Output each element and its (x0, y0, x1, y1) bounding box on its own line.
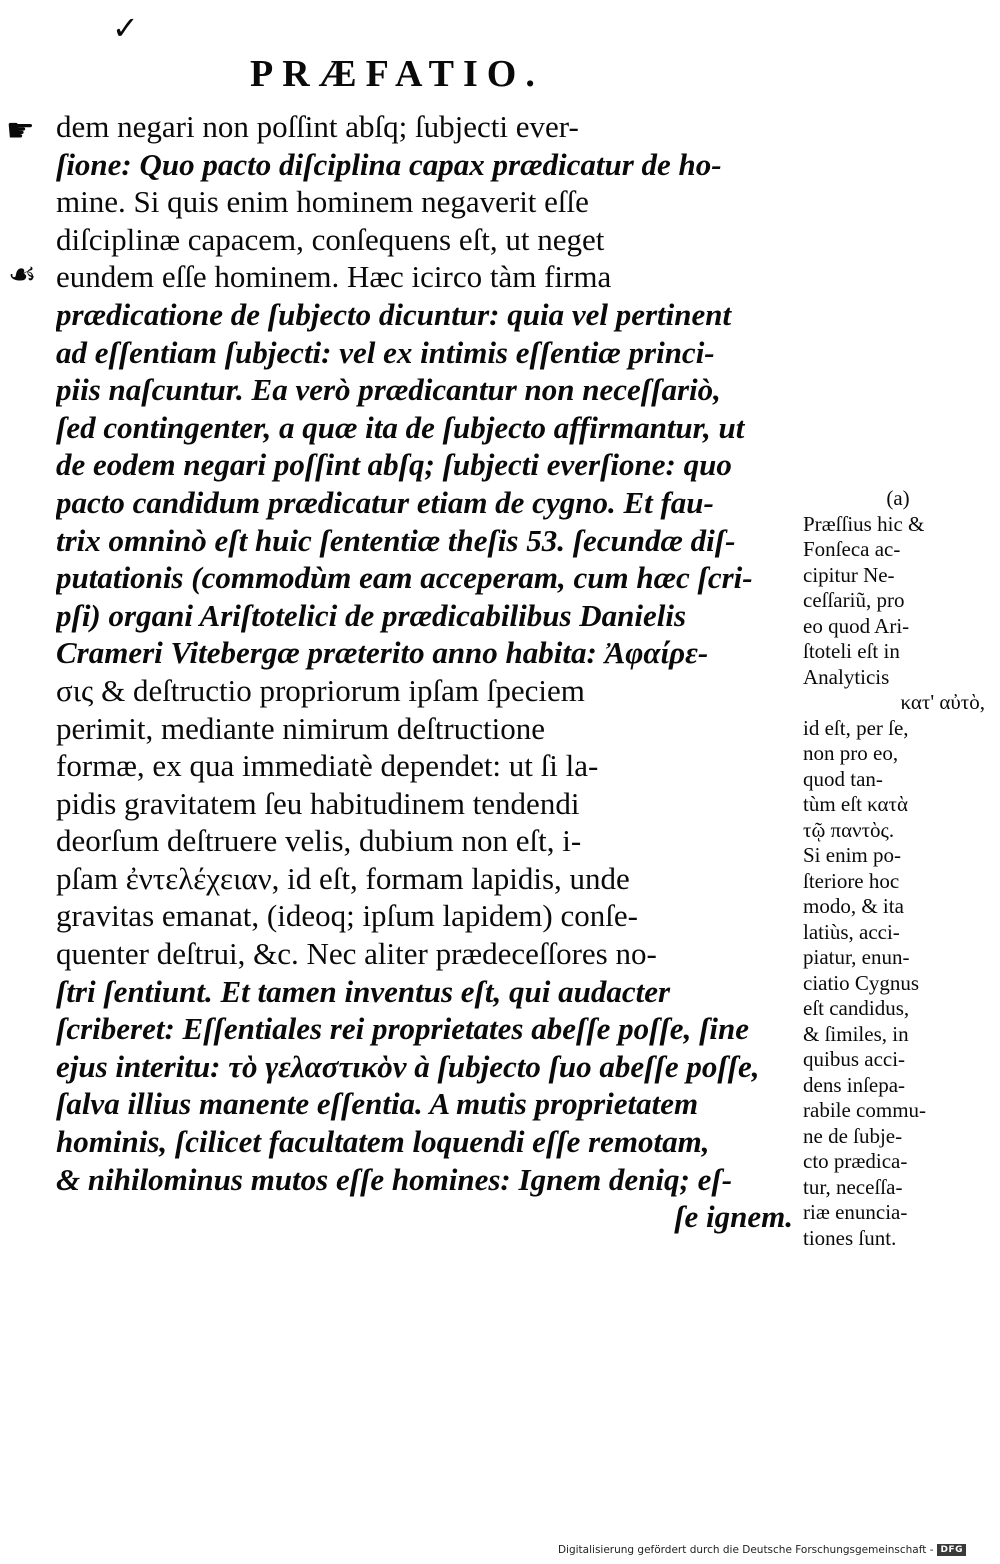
text-line: pſi) organi Ariſtotelici de prædicabilibus Danielis (56, 597, 687, 633)
margin-note-marker: (a) (886, 486, 910, 510)
margin-line: eo quod Ari- (803, 613, 910, 638)
credit-text: Digitalisierung gefördert durch die Deutsche Forschungsgemeinschaft - (557, 1544, 934, 1556)
text-line-catchword: ſe ignem. (674, 1199, 793, 1235)
margin-line: ciatio Cygnus (803, 970, 920, 995)
text-line: pacto candidum prædicatur etiam de cygno. Et fau- (56, 484, 714, 520)
margin-line: quod tan- (803, 766, 883, 791)
text-line: diſciplinæ capacem, conſequens eſt, ut neget (56, 221, 605, 257)
text-line: prædicatione de ſubjecto dicuntur: quia vel pertinent (56, 296, 732, 332)
text-line: ejus interitu: τὸ γελαστικὸν à ſubjecto ſuo abeſſe poſſe, (56, 1048, 760, 1084)
margin-line: Fonſeca ac- (803, 537, 901, 561)
margin-line: Analyticis (803, 664, 890, 689)
margin-line: τῷ παντὸς. (803, 817, 895, 842)
text-line: putationis (commodùm eam acceperam, cum hæc ſcri- (56, 560, 753, 596)
margin-line: Præſſius hic & (803, 511, 925, 536)
margin-line: & ſimiles, in (803, 1021, 909, 1046)
margin-line: eſt candidus, (803, 996, 910, 1020)
margin-line: κατ' αὐτὸ, (900, 690, 985, 714)
text-line: ad eſſentiam ſubjecti: vel ex intimis eſſentiæ princi- (56, 334, 715, 370)
margin-line: non pro eo, (803, 741, 899, 765)
margin-line: dens inſepa- (803, 1072, 906, 1097)
main-text-column (56, 108, 801, 1236)
dfg-logo: DFG (937, 1544, 966, 1556)
marginal-hand-mark: ☛ (6, 111, 35, 149)
margin-line: cto prædica- (803, 1149, 908, 1173)
text-line: ſione: Quo pacto diſciplina capax prædicatur de ho- (56, 146, 722, 182)
text-line: ſcriberet: Eſſentiales rei proprietates abeſſe poſſe, ſine (56, 1011, 750, 1047)
margin-line: modo, & ita (803, 894, 904, 918)
page-title: PRÆFATIO. (250, 53, 544, 95)
text-line: σις & deſtructio propriorum ipſam ſpeciem (56, 672, 585, 708)
text-line: eundem eſſe hominem. Hæc icirco tàm firma (56, 259, 612, 295)
text-line: deorſum deſtruere velis, dubium non eſt, i- (56, 823, 582, 859)
text-line: pidis gravitatem ſeu habitudinem tendendi (56, 785, 580, 821)
margin-line: tur, neceſſa- (803, 1174, 903, 1199)
margin-line: id eſt, per ſe, (803, 715, 909, 740)
text-line: piis naſcuntur. Ea verò prædicantur non neceſſariò, (56, 372, 721, 408)
text-line: Crameri Vitebergæ præterito anno habita: Ἀφαίρε- (56, 635, 709, 671)
digitization-credit (558, 1544, 966, 1556)
text-line: trix omninò eſt huic ſententiæ theſis 53. ſecundæ diſ- (56, 522, 736, 558)
text-line: mine. Si quis enim hominem negaverit eſſe (56, 184, 589, 220)
margin-line: Si enim po- (803, 843, 901, 867)
margin-line: rabile commu- (803, 1098, 927, 1122)
text-line: ſtri ſentiunt. Et tamen inventus eſt, qui audacter (56, 973, 671, 1009)
top-left-check-mark: ✓ (112, 9, 139, 47)
marginal-note (803, 486, 993, 1251)
margin-line: ceſſariũ, pro (803, 588, 905, 612)
text-line: ſalva illius manente eſſentia. A mutis proprietatem (56, 1086, 699, 1122)
margin-line: ne de ſubje- (803, 1123, 903, 1148)
text-line: quenter deſtrui, &c. Nec aliter prædeceſſores no- (56, 936, 657, 972)
margin-line: latiùs, acci- (803, 919, 900, 944)
text-line: & nihilominus mutos eſſe homines: Ignem deniq; eſ- (56, 1161, 733, 1197)
text-line: pſam ἐντελέχειαν, id eſt, formam lapidis, unde (56, 860, 630, 896)
marginal-fleuron-mark: ☙ (8, 255, 37, 293)
text-line: gravitas emanat, (ideoq; ipſum lapidem) conſe- (56, 898, 638, 934)
text-line: dem negari non poſſint abſq; ſubjecti ever- (56, 109, 579, 144)
text-line: formæ, ex qua immediatè dependet: ut ſi la- (56, 748, 599, 784)
text-line: perimit, mediante nimirum deſtructione (56, 710, 545, 746)
margin-line: ſtoteli eſt in (803, 639, 900, 663)
margin-line: tiones ſunt. (803, 1225, 897, 1250)
text-line: ſed contingenter, a quæ ita de ſubjecto affirmantur, ut (56, 409, 745, 445)
margin-line: riæ enuncia- (803, 1200, 908, 1224)
margin-line: ſteriore hoc (803, 868, 900, 893)
margin-line: tùm eſt κατὰ (803, 792, 908, 816)
margin-line: quibus acci- (803, 1047, 906, 1071)
text-line: de eodem negari poſſint abſq; ſubjecti everſione: quo (56, 447, 732, 483)
text-line: hominis, ſcilicet facultatem loquendi eſſe remotam, (56, 1124, 710, 1160)
margin-line: cipitur Ne- (803, 562, 895, 587)
margin-line: piatur, enun- (803, 945, 910, 969)
